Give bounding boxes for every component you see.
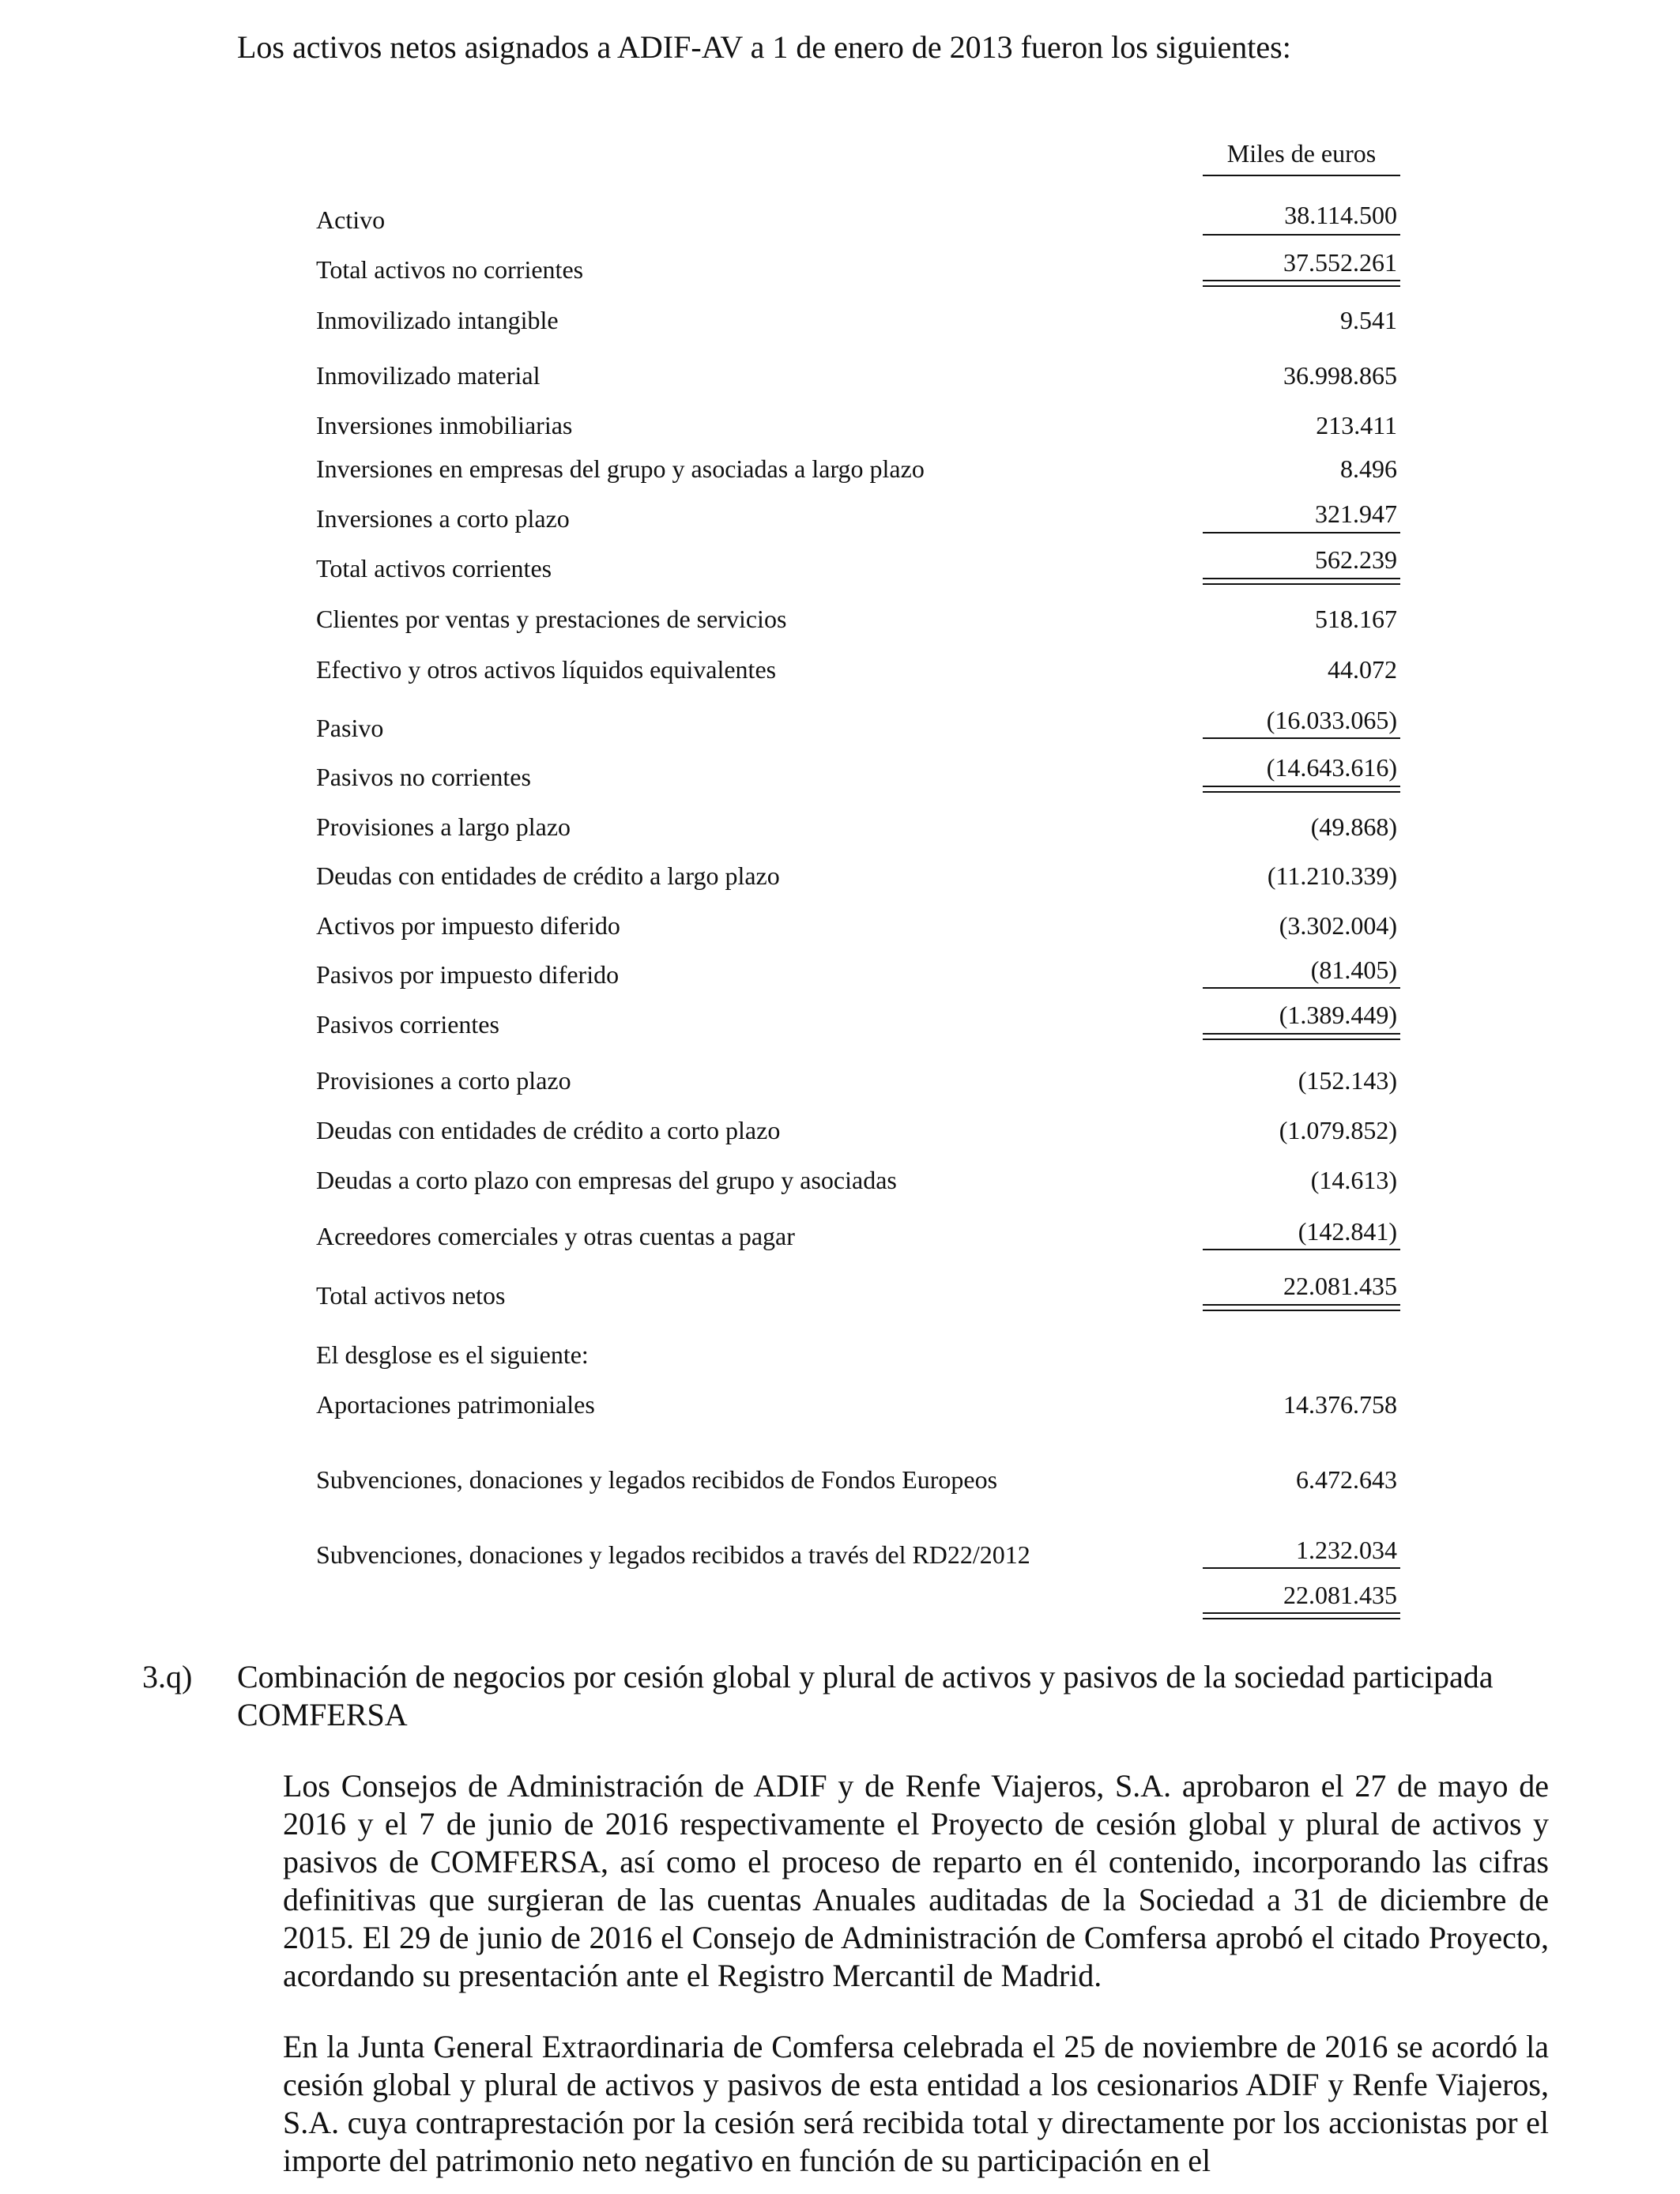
row-label: Inmovilizado intangible xyxy=(316,306,559,334)
row-label: Total activos no corrientes xyxy=(316,255,584,284)
row-label: El desglose es el siguiente: xyxy=(316,1340,589,1369)
body-paragraph: En la Junta General Extraordinaria de Comfersa celebrada el 25 de noviembre de 2016 se acordó la cesión global y plural de activos y pasivos de esta entidad a los cesionarios ADIF y Renfe Viajeros, S.A. cuya contraprestación por la cesión será recibida total y directamente por los accionistas por el importe del patrimonio neto negativo en función de su participación en el xyxy=(283,2029,1549,2178)
row-label: Provisiones a corto plazo xyxy=(316,1066,571,1095)
row-label: Deudas a corto plazo con empresas del grupo y asociadas xyxy=(316,1166,897,1194)
row-value: (152.143) xyxy=(1298,1066,1397,1095)
row-label: Pasivo xyxy=(316,714,384,742)
row-label: Deudas con entidades de crédito a corto plazo xyxy=(316,1116,781,1144)
row-label: Efectivo y otros activos líquidos equivalentes xyxy=(316,655,777,684)
row-value: 321.947 xyxy=(1315,499,1397,528)
row-label: Total activos corrientes xyxy=(316,554,552,582)
row-value: (14.613) xyxy=(1310,1166,1397,1194)
unit-column-header: Miles de euros xyxy=(1203,139,1400,176)
row-value: 518.167 xyxy=(1315,605,1397,633)
row-label: Pasivos no corrientes xyxy=(316,763,531,791)
row-label: Subvenciones, donaciones y legados recibidos a través del RD22/2012 xyxy=(316,1540,1030,1569)
row-value: 22.081.435 xyxy=(1283,1272,1397,1300)
single-rule xyxy=(1203,737,1400,739)
row-value: 14.376.758 xyxy=(1283,1390,1397,1419)
row-label: Total activos netos xyxy=(316,1281,506,1310)
double-rule xyxy=(1203,1033,1400,1040)
row-label: Activos por impuesto diferido xyxy=(316,911,620,940)
double-rule xyxy=(1203,578,1400,585)
row-value: (81.405) xyxy=(1310,956,1397,984)
double-rule xyxy=(1203,786,1400,793)
row-value: 44.072 xyxy=(1328,655,1397,684)
row-value: (1.389.449) xyxy=(1279,1001,1397,1029)
double-rule xyxy=(1203,1304,1400,1311)
double-rule xyxy=(1203,280,1400,287)
row-label: Deudas con entidades de crédito a largo plazo xyxy=(316,861,780,890)
row-label: Provisiones a largo plazo xyxy=(316,812,571,841)
row-label: Aportaciones patrimoniales xyxy=(316,1390,595,1419)
row-value: (14.643.616) xyxy=(1266,753,1397,782)
row-label: Subvenciones, donaciones y legados recibidos de Fondos Europeos xyxy=(316,1465,998,1494)
row-value: (3.302.004) xyxy=(1279,911,1397,940)
row-value: 562.239 xyxy=(1315,545,1397,574)
row-value: 1.232.034 xyxy=(1296,1536,1397,1564)
single-rule xyxy=(1203,1249,1400,1250)
row-value: (11.210.339) xyxy=(1267,861,1397,890)
single-rule xyxy=(1203,532,1400,533)
body-paragraph: Los Consejos de Administración de ADIF y de Renfe Viajeros, S.A. aprobaron el 27 de mayo de 2016 y el 7 de junio de 2016 respectivamente el Proyecto de cesión global y plural de activos y pasivos de COMFERSA, así como el proceso de reparto en él contenido, incorporando las cifras definitivas que surgieran de las cuentas Anuales auditadas de la Sociedad a 31 de diciembre de 2015. El 29 de junio de 2016 el Consejo de Administración de Comfersa aprobó el citado Proyecto, acordando su presentación ante el Registro Mercantil de Madrid. xyxy=(283,1768,1549,1993)
row-value: 8.496 xyxy=(1340,454,1397,483)
row-label: Acreedores comerciales y otras cuentas a pagar xyxy=(316,1222,795,1250)
row-label: Pasivos por impuesto diferido xyxy=(316,960,620,989)
intro-text: Los activos netos asignados a ADIF-AV a 1 de enero de 2013 fueron los siguientes: xyxy=(237,29,1291,65)
row-value: 37.552.261 xyxy=(1283,248,1397,277)
double-rule xyxy=(1203,1612,1400,1619)
row-value: (1.079.852) xyxy=(1279,1116,1397,1144)
row-label: Inversiones a corto plazo xyxy=(316,504,570,533)
row-value: 38.114.500 xyxy=(1284,201,1397,229)
row-label: Inversiones inmobiliarias xyxy=(316,411,573,439)
row-label: Clientes por ventas y prestaciones de servicios xyxy=(316,605,787,633)
row-value: 6.472.643 xyxy=(1296,1465,1397,1494)
row-value: 36.998.865 xyxy=(1283,361,1397,390)
row-value: (142.841) xyxy=(1298,1217,1397,1246)
single-rule xyxy=(1203,234,1400,236)
row-label: Activo xyxy=(316,205,386,234)
row-label: Inmovilizado material xyxy=(316,361,541,390)
single-rule xyxy=(1203,1567,1400,1569)
single-rule xyxy=(1203,987,1400,989)
section-title: Combinación de negocios por cesión global y plural de activos y pasivos de la sociedad participada COMFERSA xyxy=(237,1659,1494,1732)
row-value: (49.868) xyxy=(1310,812,1397,841)
row-value: (16.033.065) xyxy=(1266,706,1397,734)
row-label: Inversiones en empresas del grupo y asociadas a largo plazo xyxy=(316,454,925,483)
row-value: 9.541 xyxy=(1340,306,1397,334)
section-number: 3.q) xyxy=(142,1659,193,1695)
row-value: 213.411 xyxy=(1316,411,1397,439)
row-value: 22.081.435 xyxy=(1283,1581,1397,1609)
row-label: Pasivos corrientes xyxy=(316,1010,499,1039)
